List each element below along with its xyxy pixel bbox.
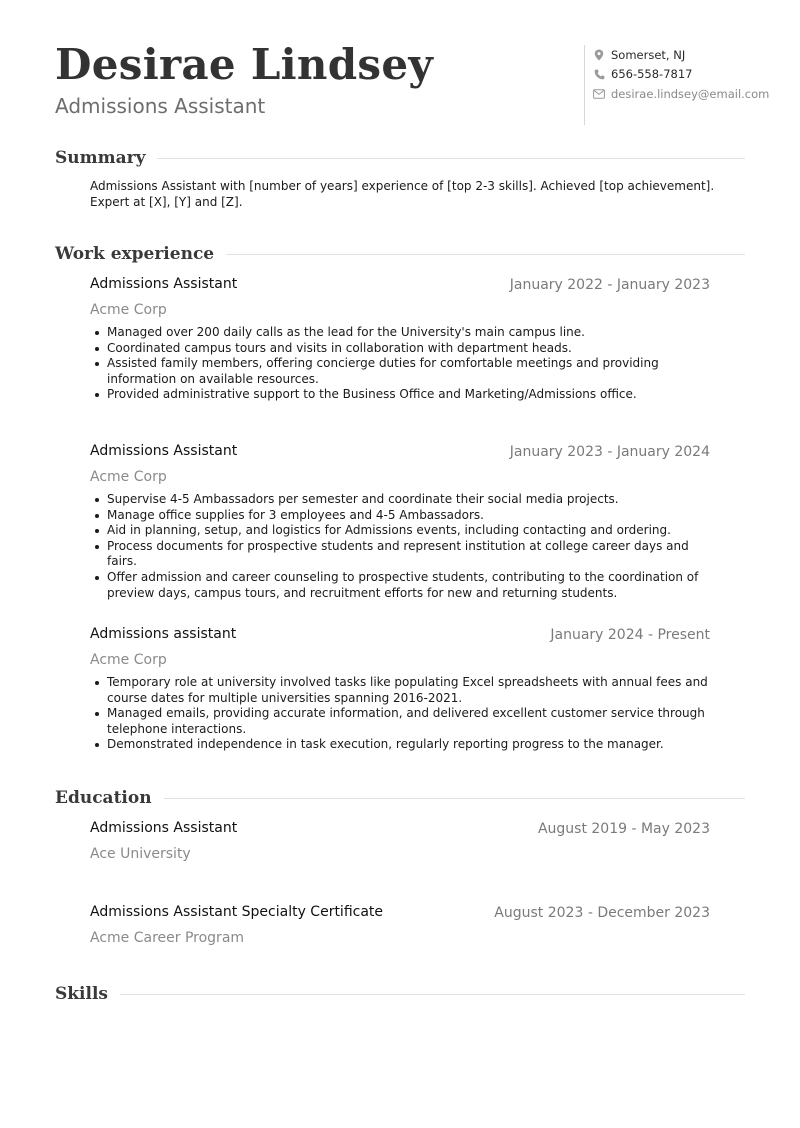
job-title: Admissions Assistant — [90, 443, 238, 459]
job-company: Acme Corp — [90, 302, 167, 318]
job-company: Acme Corp — [90, 652, 167, 668]
bullet-item: Provided administrative support to the Business Office and Marketing/Admissions office. — [107, 387, 717, 403]
bullet-item: Coordinated campus tours and visits in collaboration with department heads. — [107, 341, 717, 357]
contact-email-link[interactable]: desirae.lindsey@email.com — [611, 87, 770, 101]
envelope-icon — [593, 88, 605, 100]
bullet-item: Manage office supplies for 3 employees and 4-5 Ambassadors. — [107, 508, 717, 524]
job-bullets — [107, 492, 717, 601]
work-heading: Work experience — [55, 244, 215, 264]
skills-section-header — [55, 982, 745, 1006]
education-title: Admissions Assistant Specialty Certificate — [90, 904, 384, 920]
education-school: Ace University — [90, 846, 191, 862]
phone-icon — [593, 68, 605, 80]
job-title: Admissions Assistant — [90, 276, 238, 292]
contact-email[interactable] — [593, 86, 769, 102]
education-dates: August 2023 - December 2023 — [494, 905, 710, 921]
job-bullets — [107, 325, 717, 403]
education-title: Admissions Assistant — [90, 820, 238, 836]
education-section-header — [55, 786, 745, 810]
bullet-item: Aid in planning, setup, and logistics for Admissions events, including contacting and ordering. — [107, 523, 717, 539]
work-section-header — [55, 242, 745, 266]
education-dates: August 2019 - May 2023 — [537, 821, 710, 837]
contact-phone-text: 656-558-7817 — [611, 67, 693, 81]
contact-location — [593, 47, 685, 63]
bullet-item: Demonstrated independence in task execution, regularly reporting progress to the manager. — [107, 737, 717, 753]
resume-header — [0, 0, 800, 130]
bullet-item: Process documents for prospective students and represent institution at college career days and fairs. — [107, 539, 717, 570]
bullet-item: Managed emails, providing accurate information, and delivered excellent customer service through telephone interactions. — [107, 706, 717, 737]
job-bullets — [107, 675, 717, 753]
education-heading: Education — [55, 788, 152, 808]
bullet-item: Temporary role at university involved tasks like populating Excel spreadsheets with annual fees and course dates for multiple universities spanning 2016-2021. — [107, 675, 717, 706]
summary-heading: Summary — [55, 148, 146, 168]
map-pin-icon — [593, 49, 605, 61]
summary-section-header — [55, 146, 745, 170]
skills-heading: Skills — [55, 984, 109, 1004]
bullet-item: Supervise 4-5 Ambassadors per semester and coordinate their social media projects. — [107, 492, 717, 508]
contact-location-text: Somerset, NJ — [611, 48, 686, 62]
summary-text: Admissions Assistant with [number of years] experience of [top 2-3 skills]. Achieved [top achievement]. Expert at [X], [Y] and [Z]. — [90, 179, 715, 209]
bullet-item: Offer admission and career counseling to prospective students, contributing to the coordination of preview days, campus tours, and recruitment efforts for new and returning students. — [107, 570, 717, 601]
candidate-title: Admissions Assistant — [55, 94, 266, 118]
job-company: Acme Corp — [90, 469, 167, 485]
job-dates: January 2022 - January 2023 — [509, 277, 710, 293]
section-divider — [157, 158, 745, 159]
candidate-name: Desirae Lindsey — [55, 40, 434, 89]
job-dates: January 2023 - January 2024 — [509, 444, 710, 460]
education-school: Acme Career Program — [90, 930, 245, 946]
job-dates: January 2024 - Present — [550, 627, 710, 643]
section-divider — [120, 994, 745, 995]
section-divider — [226, 254, 745, 255]
header-divider — [584, 45, 585, 125]
bullet-item: Managed over 200 daily calls as the lead for the University's main campus line. — [107, 325, 717, 341]
job-title: Admissions assistant — [90, 626, 237, 642]
bullet-item: Assisted family members, offering concierge duties for comfortable meetings and providing information on available resources. — [107, 356, 717, 387]
contact-phone — [593, 66, 692, 82]
section-divider — [164, 798, 745, 799]
